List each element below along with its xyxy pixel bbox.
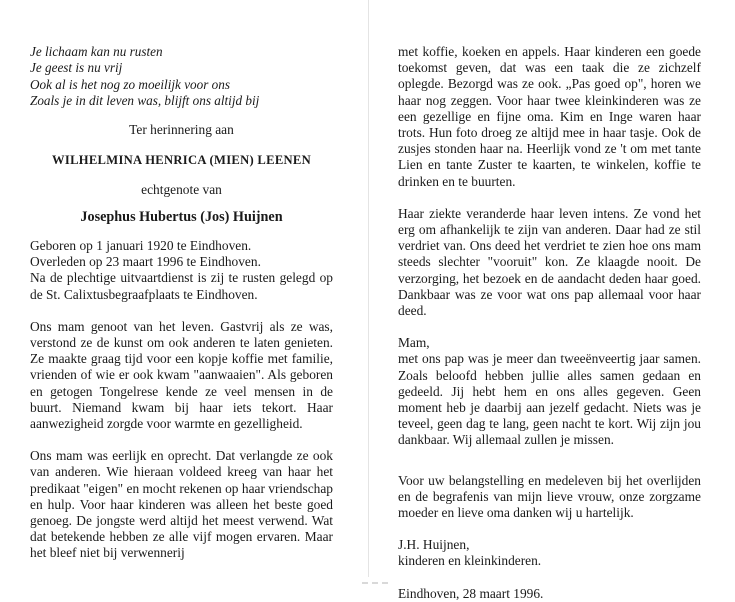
place-date: Eindhoven, 28 maart 1996. [398, 585, 544, 601]
spouse-name: Josephus Hubertus (Jos) Huijnen [80, 208, 283, 225]
burial-line: Na de plechtige uitvaartdienst is zij te rusten gelegd op de St. Calixtusbegraafplaats te Eindhoven. [30, 270, 333, 302]
signature [398, 537, 701, 569]
right-page [398, 44, 701, 602]
paragraph: met koffie, koeken en appels. Haar kinderen een goede toekomst geven, dat was een taak die ze zichzelf oplegde. Bezorgd was ze ook. „Pas goed op", horen we haar nog zeggen. Voor haar twee kleinkinderen was ze een gezellige en fijne oma. Kim en Inge waren haar trots. Hun foto droeg ze altijd mee in haar tasje. Ook de zusjes stonden haar na. Heerlijk vond ze 't om met tante Lien en tante Zuster te kaarten, te winkelen, koffie te drinken en te buurten. [398, 44, 701, 189]
birth-line: Geboren op 1 januari 1920 te Eindhoven. [30, 238, 252, 253]
salutation: Mam, [398, 335, 430, 351]
poem [30, 44, 333, 109]
paragraph: met ons pap was je meer dan tweeënveertig jaar samen. Zoals beloofd hebben jullie alles samen gedaan en gedeeld. Jij hebt hem en ons alles gegeven. Geen moment heb je daarbij aan jezelf gedacht. Niets was je teveel, geen dag te lang, geen nacht te kort. Wij zijn jou dankbaar. Wij allemaal zullen je missen. [398, 351, 701, 448]
paragraph: Ons mam was eerlijk en oprecht. Dat verlangde ze ook van anderen. Wie hieraan voldeed kreeg van haar het predikaat "eigen" en mocht rekenen op haar vriendschap en hulp. Voor haar kinderen was alleen het beste goed genoeg. De jongste werd altijd het meest verwend. Wat dat betekende hebben ze alle vijf mogen ervaren. Maar het bleef niet bij verwennerij [30, 448, 333, 561]
signature-line: kinderen en kleinkinderen. [398, 553, 542, 569]
scan-marks [362, 571, 402, 577]
paragraph: Ons mam genoot van het leven. Gastvrij als ze was, verstond ze de kunst om ook anderen te laten genieten. Ze maakte graag tijd voor een kopje koffie met familie, vrienden of wie er ook kwam "aanwaaien". Als geboren en getogen Tongelrese kende ze veel mensen in de buurt. Niemand kwam bij haar iets tekort. Haar aanwezigheid zorgde voor warmte en gezelligheid. [30, 318, 333, 432]
life-facts [30, 238, 333, 303]
paragraph: Haar ziekte veranderde haar leven intens. Ze vond het erg om afhankelijk te zijn van anderen. Daar had ze stil verdriet van. Ons deed het verdriet te zien hoe ons mam steeds slechter "vooruit" kon. Ze klaagde nooit. De verzorging, het bezoek en de aandacht deden haar goed. Dankbaar was ze voor wat ons pap allemaal voor haar deed. [398, 205, 701, 319]
fold-line [368, 0, 369, 577]
spouse-intro: echtgenote van [141, 181, 222, 197]
signature-line: J.H. Huijnen, [398, 537, 470, 553]
poem-line: Zoals je in dit leven was, blijft ons altijd bij [30, 92, 260, 108]
poem-line: Je lichaam kan nu rusten [30, 44, 163, 59]
death-line: Overleden op 23 maart 1996 te Eindhoven. [30, 254, 261, 270]
poem-line: Je geest is nu vrij [30, 60, 123, 76]
deceased-name: WILHELMINA HENRICA (MIEN) LEENEN [51, 153, 312, 168]
thanks-paragraph: Voor uw belangstelling en medeleven bij het overlijden en de begrafenis van mijn lieve vrouw, onze zorgzame moeder en lieve oma danken wij u hartelijk. [398, 472, 701, 521]
remembrance-heading: Ter herinnering aan [129, 122, 234, 138]
left-page [30, 44, 333, 562]
poem-line: Ook al is het nog zo moeilijk voor ons [30, 76, 230, 92]
